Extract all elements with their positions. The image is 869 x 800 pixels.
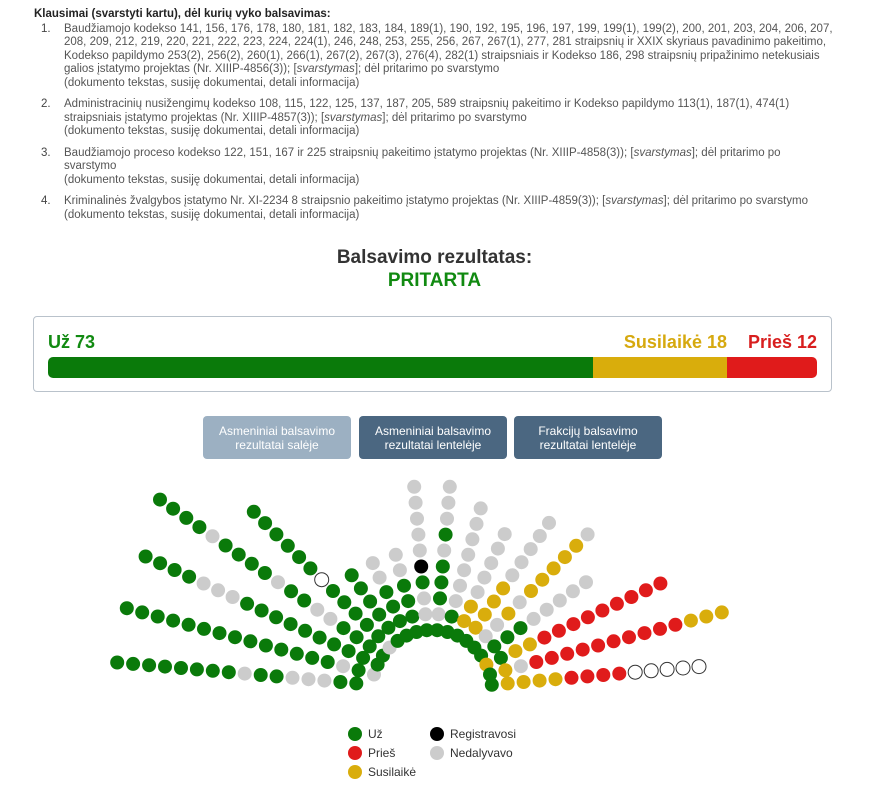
seat-against bbox=[596, 668, 610, 682]
question-stage: svarstymas bbox=[324, 111, 383, 124]
questions-list bbox=[34, 23, 834, 223]
seat-absent bbox=[484, 556, 498, 570]
seat-for bbox=[270, 669, 284, 683]
question-item: 2. Administracinių nusižengimų kodekso 108, 115, 122, 125, 137, 187, 205, 589 straipsnių pakeitimo ir Kodekso papildymo 113(1), 187(1), 474(1) straipsniais įstatymo projektas (Nr. XIIIP-4857(3)); [svarstymas]; dėl pritarimo po svarstymo (dokumento tekstas, susiję dokumentai, detali informacija) bbox=[34, 98, 834, 139]
seat-absent bbox=[470, 517, 484, 531]
seat-for bbox=[386, 600, 400, 614]
question-number: 4. bbox=[41, 195, 51, 207]
seat-for bbox=[500, 630, 514, 644]
seat-absent bbox=[441, 496, 455, 510]
seat-against bbox=[610, 597, 624, 611]
seat-for bbox=[379, 585, 393, 599]
seat-for bbox=[327, 637, 341, 651]
seat-absent bbox=[366, 556, 380, 570]
seat-for bbox=[182, 570, 196, 584]
seat-for bbox=[290, 647, 304, 661]
seat-for bbox=[297, 594, 311, 608]
seat-absent bbox=[323, 612, 337, 626]
seat-for bbox=[326, 584, 340, 598]
question-text[interactable]: Administracinių nusižengimų kodekso 108, 115, 122, 125, 137, 187, 205, 589 straipsnių pakeitimo ir Kodekso papildymo 113(1), 187(1), 474(1) straipsniais įstatymo projektas (Nr. XIIIP-4857(3)); bbox=[64, 98, 790, 124]
seat-against bbox=[612, 667, 626, 681]
seat-for bbox=[135, 605, 149, 619]
seat-absent bbox=[491, 542, 505, 556]
seat-for bbox=[179, 511, 193, 525]
seat-abstain bbox=[508, 644, 522, 658]
seat-for bbox=[363, 595, 377, 609]
vote-bar bbox=[48, 357, 817, 378]
seat-for bbox=[292, 550, 306, 564]
seat-abstain bbox=[496, 581, 510, 595]
seat-for bbox=[240, 597, 254, 611]
seat-for bbox=[337, 621, 351, 635]
seat-for bbox=[401, 594, 415, 608]
seat-absent bbox=[336, 659, 350, 673]
seat-abstain bbox=[524, 584, 538, 598]
seat-for bbox=[349, 607, 363, 621]
seat-absent bbox=[553, 594, 567, 608]
question-text[interactable]: Baudžiamojo kodekso 141, 156, 176, 178, 180, 181, 182, 183, 184, 189(1), 190, 192, 195, 196, 197, 199, 199(1), 199(2), 200, 201, 203, 204, 206, 207, 208, 209, 212, 219, 220, 221, 222, 223, 224, 224(1), 246, 248, 253, 255, 256, 267, 267(1), 277, 281 straipsnių ir XXIX skyriaus pavadinimo pakeitimo, Kodekso papildymo 253(2), 256(2), 260(1), 266(1), 267(2), 267(3), 276(4), 282(1) straipsniais ir Kodekso 186, 298 straipsnių pripažinimo netekusiais galios įstatymo projektas (Nr. XIIIP-4856(3)); bbox=[64, 22, 833, 75]
question-text[interactable]: Kriminalinės žvalgybos įstatymo Nr. XI-2234 8 straipsnio pakeitimo įstatymo projektas (Nr. XIIIP-4859(3)); bbox=[64, 195, 599, 207]
seat-for bbox=[434, 575, 448, 589]
seat-absent bbox=[453, 579, 467, 593]
seat-registered bbox=[414, 560, 428, 574]
seat-for bbox=[350, 630, 364, 644]
vote-bar-against bbox=[727, 357, 817, 378]
seat-absent bbox=[271, 575, 285, 589]
seat-abstain bbox=[699, 610, 713, 624]
seat-empty bbox=[315, 573, 329, 587]
question-suffix: ; dėl pritarimo po svarstymo bbox=[666, 195, 808, 207]
legend-item-for bbox=[348, 727, 383, 741]
seat-absent bbox=[411, 528, 425, 542]
seat-absent bbox=[514, 659, 528, 673]
seat-for bbox=[174, 661, 188, 675]
seat-absent bbox=[197, 577, 211, 591]
seat-for bbox=[254, 668, 268, 682]
seat-against bbox=[668, 618, 682, 632]
seat-for bbox=[352, 663, 366, 677]
seat-abstain bbox=[487, 595, 501, 609]
seat-for bbox=[433, 591, 447, 605]
seat-abstain bbox=[535, 573, 549, 587]
seat-against bbox=[639, 583, 653, 597]
result-value: PRITARTA bbox=[387, 270, 482, 291]
vote-summary-box bbox=[33, 316, 832, 392]
seat-abstain bbox=[498, 663, 512, 677]
seat-against bbox=[565, 671, 579, 685]
question-links[interactable]: (dokumento tekstas, susiję dokumentai, detali informacija) bbox=[64, 173, 360, 186]
seat-absent bbox=[581, 527, 595, 541]
seat-against bbox=[580, 669, 594, 683]
seat-for bbox=[397, 579, 411, 593]
seat-for bbox=[168, 563, 182, 577]
seat-empty bbox=[628, 665, 642, 679]
seat-empty bbox=[676, 661, 690, 675]
seat-for bbox=[139, 550, 153, 564]
legend-dot-for bbox=[348, 727, 362, 741]
seat-for bbox=[126, 657, 140, 671]
legend-label-abstain: Susilaikė bbox=[368, 765, 417, 779]
question-item: 4. Kriminalinės žvalgybos įstatymo Nr. XI-2234 8 straipsnio pakeitimo įstatymo projektas (Nr. XIIIP-4859(3)); [svarstymas]; dėl pritarimo po svarstymo (dokumento tekstas, susiję dokumentai, detali informacija) bbox=[34, 195, 834, 222]
seat-hemicycle bbox=[0, 470, 869, 710]
seat-for bbox=[243, 634, 257, 648]
seat-absent bbox=[505, 568, 519, 582]
seat-abstain bbox=[501, 676, 515, 690]
faction-results-table-button[interactable]: Frakcijų balsavimo rezultatai lentelėje bbox=[514, 416, 662, 459]
seat-for bbox=[321, 655, 335, 669]
seat-absent bbox=[206, 529, 220, 543]
seat-against bbox=[653, 577, 667, 591]
seat-absent bbox=[418, 607, 432, 621]
seat-for bbox=[110, 656, 124, 670]
seat-absent bbox=[413, 544, 427, 558]
seat-absent bbox=[410, 512, 424, 526]
seat-absent bbox=[490, 618, 504, 632]
seat-for bbox=[333, 675, 347, 689]
seat-absent bbox=[457, 563, 471, 577]
seat-for bbox=[298, 624, 312, 638]
seat-abstain bbox=[464, 600, 478, 614]
legend-dot-absent bbox=[430, 746, 444, 760]
seat-for bbox=[416, 575, 430, 589]
question-suffix: ; dėl pritarimo po svarstymo bbox=[64, 146, 781, 172]
seat-for bbox=[303, 561, 317, 575]
votes-against-label: Prieš 12 bbox=[747, 332, 817, 352]
seat-for bbox=[342, 644, 356, 658]
legend-item-registered bbox=[430, 727, 516, 741]
question-links[interactable]: (dokumento tekstas, susiję dokumentai, detali informacija) bbox=[64, 208, 360, 221]
seat-absent bbox=[566, 584, 580, 598]
question-number: 3. bbox=[41, 146, 51, 159]
question-text[interactable]: Baudžiamojo proceso kodekso 122, 151, 167 ir 225 straipsnių pakeitimo įstatymo projektas (Nr. XIIIP-4858(3)); bbox=[64, 146, 628, 159]
seat-for bbox=[182, 618, 196, 632]
legend-item-abstain bbox=[348, 765, 416, 779]
seat-against bbox=[653, 622, 667, 636]
seat-for bbox=[153, 493, 167, 507]
seat-for bbox=[222, 665, 236, 679]
seat-for bbox=[372, 608, 386, 622]
seat-abstain bbox=[558, 550, 572, 564]
seat-absent bbox=[443, 480, 457, 494]
seat-abstain bbox=[517, 675, 531, 689]
seat-against bbox=[566, 617, 580, 631]
seat-absent bbox=[437, 544, 451, 558]
question-links[interactable]: (dokumento tekstas, susiję dokumentai, detali informacija) bbox=[64, 125, 360, 137]
seat-against bbox=[529, 655, 543, 669]
legend-dot-registered bbox=[430, 727, 444, 741]
seat-for bbox=[151, 610, 165, 624]
seat-for bbox=[259, 639, 273, 653]
seat-for bbox=[142, 658, 156, 672]
seat-absent bbox=[373, 571, 387, 585]
seat-against bbox=[545, 651, 559, 665]
seat-for bbox=[190, 662, 204, 676]
seat-for bbox=[436, 560, 450, 574]
question-stage: svarstymas bbox=[633, 146, 692, 159]
seat-for bbox=[206, 664, 220, 678]
seat-abstain bbox=[569, 539, 583, 553]
seat-absent bbox=[524, 542, 538, 556]
seat-for bbox=[354, 581, 368, 595]
seat-absent bbox=[477, 571, 491, 585]
seat-against bbox=[607, 634, 621, 648]
seat-abstain bbox=[684, 614, 698, 628]
seat-absent bbox=[527, 612, 541, 626]
seat-for bbox=[485, 678, 499, 692]
seat-absent bbox=[302, 672, 316, 686]
seat-absent bbox=[449, 594, 463, 608]
seat-absent bbox=[211, 583, 225, 597]
seat-absent bbox=[393, 563, 407, 577]
legend-label-for: Už bbox=[368, 727, 383, 741]
seat-for bbox=[255, 604, 269, 618]
seat-against bbox=[552, 624, 566, 638]
personal-results-table-button[interactable]: Asmeniniai balsavimo rezultatai lentelėje bbox=[359, 416, 507, 459]
seat-for bbox=[166, 502, 180, 516]
seat-absent bbox=[498, 527, 512, 541]
result-title: Balsavimo rezultatas: bbox=[336, 247, 533, 268]
question-number: 1. bbox=[41, 22, 51, 35]
question-item: 3. Baudžiamojo proceso kodekso 122, 151, 167 ir 225 straipsnių pakeitimo įstatymo projektas (Nr. XIIIP-4858(3)); [svarstymas]; dėl pritarimo po svarstymo (dokumento tekstas, susiję dokumentai, detali informacija) bbox=[34, 147, 834, 188]
seat-against bbox=[537, 631, 551, 645]
seat-for bbox=[258, 516, 272, 530]
seat-absent bbox=[238, 667, 252, 681]
seat-for bbox=[192, 520, 206, 534]
seat-abstain bbox=[501, 607, 515, 621]
seat-empty bbox=[644, 664, 658, 678]
seat-for bbox=[228, 630, 242, 644]
seat-for bbox=[274, 643, 288, 657]
questions-title: Klausimai (svarstyti kartu), dėl kurių vyko balsavimas: bbox=[34, 8, 331, 20]
seat-for bbox=[120, 601, 134, 615]
seat-for bbox=[405, 610, 419, 624]
seat-for bbox=[305, 651, 319, 665]
seat-absent bbox=[286, 671, 300, 685]
seat-against bbox=[638, 626, 652, 640]
seat-absent bbox=[471, 585, 485, 599]
seat-for bbox=[245, 557, 259, 571]
seat-for bbox=[197, 622, 211, 636]
seat-for bbox=[445, 610, 459, 624]
seat-absent bbox=[540, 603, 554, 617]
seat-for bbox=[393, 614, 407, 628]
seat-for bbox=[337, 595, 351, 609]
seat-absent bbox=[389, 548, 403, 562]
seat-for bbox=[284, 617, 298, 631]
legend-label-registered: Registravosi bbox=[450, 727, 517, 741]
question-links[interactable]: (dokumento tekstas, susiję dokumentai, detali informacija) bbox=[64, 76, 360, 89]
seat-for bbox=[313, 631, 327, 645]
legend-item-absent bbox=[430, 746, 513, 760]
seat-for bbox=[247, 505, 261, 519]
seat-for bbox=[514, 621, 528, 635]
legend-label-absent: Nedalyvavo bbox=[450, 746, 513, 760]
seat-empty bbox=[692, 660, 706, 674]
seat-absent bbox=[407, 480, 421, 494]
legend-label-against: Prieš bbox=[368, 746, 396, 760]
seat-for bbox=[439, 528, 453, 542]
vote-bar-abstain bbox=[593, 357, 727, 378]
seat-against bbox=[576, 643, 590, 657]
question-item: 1. Baudžiamojo kodekso 141, 156, 176, 178, 180, 181, 182, 183, 184, 189(1), 190, 192, 195, 196, 197, 199, 199(1), 199(2), 200, 201, 203, 204, 206, 207, 208, 209, 212, 219, 220, 221, 222, 223, 224, 224(1), 246, 248, 253, 255, 256, 267, 267(1), 277, 281 straipsnių ir XXIX skyriaus pavadinimo pakeitimo, Kodekso papildymo 253(2), 256(2), 260(1), 266(1), 267(2), 267(3), 276(4), 282(1) straipsniais ir Kodekso 186, 298 straipsnių pripažinimo netekusiais galios įstatymo projektas (Nr. XIIIP-4856(3)); [svarstymas]; dėl pritarimo po svarstymo (dokumento tekstas, susiję dokumentai, detali informacija) bbox=[34, 23, 834, 91]
seat-for bbox=[158, 660, 172, 674]
seat-for bbox=[494, 651, 508, 665]
question-number: 2. bbox=[41, 98, 51, 110]
seat-abstain bbox=[715, 605, 729, 619]
seat-empty bbox=[660, 662, 674, 676]
legend-dot-abstain bbox=[348, 765, 362, 779]
legend-dot-against bbox=[348, 746, 362, 760]
seat-against bbox=[624, 590, 638, 604]
seat-absent bbox=[474, 501, 488, 515]
seat-absent bbox=[317, 674, 331, 688]
seat-for bbox=[349, 676, 363, 690]
seat-absent bbox=[409, 496, 423, 510]
seat-absent bbox=[417, 591, 431, 605]
question-stage: svarstymas bbox=[296, 63, 355, 75]
vote-bar-for bbox=[48, 357, 593, 378]
legend-item-against bbox=[348, 746, 395, 760]
seat-for bbox=[213, 626, 227, 640]
votes-for-label: Už 73 bbox=[48, 332, 96, 352]
seat-absent bbox=[310, 603, 324, 617]
seat-for bbox=[360, 618, 374, 632]
question-suffix: ; dėl pritarimo po svarstymo bbox=[385, 111, 527, 124]
seat-abstain bbox=[478, 608, 492, 622]
seat-for bbox=[269, 610, 283, 624]
seat-against bbox=[581, 610, 595, 624]
questions-section bbox=[34, 8, 834, 230]
seat-absent bbox=[432, 607, 446, 621]
seat-against bbox=[591, 639, 605, 653]
seat-against bbox=[560, 647, 574, 661]
personal-results-hall-button[interactable]: Asmeniniai balsavimo rezultatai salėje bbox=[203, 416, 351, 459]
seat-for bbox=[166, 614, 180, 628]
seat-absent bbox=[461, 548, 475, 562]
seat-for bbox=[219, 539, 233, 553]
seat-abstain bbox=[533, 674, 547, 688]
seat-absent bbox=[515, 555, 529, 569]
question-stage: svarstymas bbox=[605, 195, 664, 207]
votes-abstain-label: Susilaikė 18 bbox=[623, 332, 727, 352]
seat-absent bbox=[533, 529, 547, 543]
seat-for bbox=[345, 568, 359, 582]
seat-absent bbox=[542, 516, 556, 530]
seat-abstain bbox=[523, 637, 537, 651]
seat-absent bbox=[513, 595, 527, 609]
seat-for bbox=[269, 527, 283, 541]
seat-absent bbox=[579, 575, 593, 589]
seat-for bbox=[153, 556, 167, 570]
seat-for bbox=[232, 548, 246, 562]
seat-for bbox=[284, 584, 298, 598]
question-suffix: ; dėl pritarimo po svarstymo bbox=[358, 63, 500, 75]
seat-for bbox=[258, 566, 272, 580]
seat-abstain bbox=[547, 561, 561, 575]
seat-for bbox=[281, 539, 295, 553]
seat-absent bbox=[465, 532, 479, 546]
seat-against bbox=[622, 630, 636, 644]
seat-absent bbox=[440, 512, 454, 526]
seat-absent bbox=[226, 590, 240, 604]
seat-against bbox=[595, 604, 609, 618]
seat-abstain bbox=[549, 672, 563, 686]
